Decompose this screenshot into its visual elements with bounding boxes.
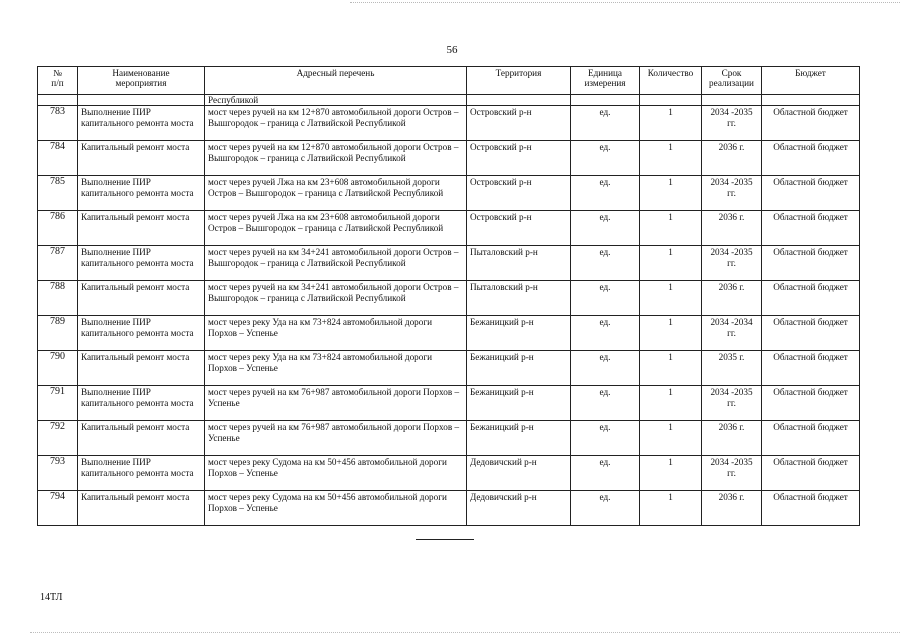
row-unit: ед. [571, 421, 640, 456]
header-num [38, 67, 78, 95]
row-address: мост через ручей на км 76+987 автомобильной дороги Порхов – Успенье [205, 386, 467, 421]
row-qty: 1 [640, 491, 702, 526]
row-qty: 1 [640, 211, 702, 246]
row-address: мост через ручей на км 34+241 автомобильной дороги Остров – Вышгородок – граница с Латвийской Республикой [205, 281, 467, 316]
row-budget: Областной бюджет [762, 141, 860, 176]
closing-rule [416, 539, 474, 540]
row-num: 785 [38, 176, 78, 211]
row-qty: 1 [640, 246, 702, 281]
row-territory: Бежаницкий р-н [467, 386, 571, 421]
table-row [38, 316, 860, 351]
row-qty: 1 [640, 176, 702, 211]
row-term: 2035 г. [702, 351, 762, 386]
row-address: мост через ручей на км 34+241 автомобильной дороги Остров – Вышгородок – граница с Латвийской Республикой [205, 246, 467, 281]
table-row [38, 211, 860, 246]
row-num: 792 [38, 421, 78, 456]
table-row [38, 351, 860, 386]
row-term: 2034 -2035 гг. [702, 106, 762, 141]
row-term: 2034 -2034 гг. [702, 316, 762, 351]
table-row [38, 176, 860, 211]
row-qty: 1 [640, 106, 702, 141]
row-unit: ед. [571, 211, 640, 246]
header-budget-label: Бюджет [795, 68, 826, 78]
row-term: 2036 г. [702, 141, 762, 176]
header-address-label: Адресный перечень [296, 68, 375, 78]
row-budget: Областной бюджет [762, 351, 860, 386]
row-budget: Областной бюджет [762, 211, 860, 246]
row-num: 789 [38, 316, 78, 351]
row-term: 2034 -2035 гг. [702, 176, 762, 211]
row-qty: 1 [640, 456, 702, 491]
header-num-label: № п/п [51, 68, 64, 89]
row-qty: 1 [640, 421, 702, 456]
row-territory: Пыталовский р-н [467, 246, 571, 281]
row-address: мост через реку Судома на км 50+456 автомобильной дороги Порхов – Успенье [205, 491, 467, 526]
cont-cell-qty [640, 95, 702, 106]
scan-artifact-bottom [30, 632, 900, 633]
header-unit [571, 67, 640, 95]
row-territory: Островский р-н [467, 176, 571, 211]
row-name: Выполнение ПИР капитального ремонта моста [78, 456, 205, 491]
row-budget: Областной бюджет [762, 316, 860, 351]
row-budget: Областной бюджет [762, 491, 860, 526]
cont-cell-unit [571, 95, 640, 106]
row-budget: Областной бюджет [762, 386, 860, 421]
header-qty-label: Количество [647, 68, 694, 78]
header-territory-label: Территория [495, 68, 542, 78]
row-num: 794 [38, 491, 78, 526]
row-budget: Областной бюджет [762, 176, 860, 211]
row-address: мост через реку Уда на км 73+824 автомобильной дороги Порхов – Успенье [205, 316, 467, 351]
row-term: 2036 г. [702, 421, 762, 456]
row-address: мост через ручей на км 76+987 автомобильной дороги Порхов – Успенье [205, 421, 467, 456]
header-term-label: Срок реализации [709, 68, 754, 89]
cont-cell-name [78, 95, 205, 106]
row-unit: ед. [571, 106, 640, 141]
scan-artifact-top [350, 2, 900, 3]
row-name: Капитальный ремонт моста [78, 211, 205, 246]
row-unit: ед. [571, 456, 640, 491]
row-address: мост через ручей Лжа на км 23+608 автомобильной дороги Остров – Вышгородок – граница с Латвийской Республикой [205, 211, 467, 246]
row-budget: Областной бюджет [762, 281, 860, 316]
table-row [38, 491, 860, 526]
row-name: Выполнение ПИР капитального ремонта моста [78, 176, 205, 211]
row-territory: Бежаницкий р-н [467, 351, 571, 386]
row-num: 788 [38, 281, 78, 316]
header-name-label: Наименование мероприятия [112, 68, 170, 89]
table-row [38, 456, 860, 491]
row-unit: ед. [571, 316, 640, 351]
table-row [38, 386, 860, 421]
row-territory: Островский р-н [467, 211, 571, 246]
row-name: Капитальный ремонт моста [78, 281, 205, 316]
header-address [205, 67, 467, 95]
row-num: 790 [38, 351, 78, 386]
schedule-table [37, 66, 860, 526]
row-name: Капитальный ремонт моста [78, 421, 205, 456]
row-qty: 1 [640, 351, 702, 386]
row-unit: ед. [571, 176, 640, 211]
table-row [38, 141, 860, 176]
row-term: 2036 г. [702, 281, 762, 316]
cont-cell-address: Республикой [205, 95, 467, 106]
row-name: Выполнение ПИР капитального ремонта моста [78, 246, 205, 281]
row-num: 787 [38, 246, 78, 281]
row-num: 784 [38, 141, 78, 176]
table-row [38, 421, 860, 456]
row-unit: ед. [571, 386, 640, 421]
row-name: Выполнение ПИР капитального ремонта моста [78, 316, 205, 351]
row-name: Капитальный ремонт моста [78, 491, 205, 526]
table-row [38, 246, 860, 281]
row-territory: Пыталовский р-н [467, 281, 571, 316]
row-name: Капитальный ремонт моста [78, 141, 205, 176]
row-term: 2036 г. [702, 211, 762, 246]
row-budget: Областной бюджет [762, 456, 860, 491]
row-address: мост через ручей на км 12+870 автомобильной дороги Остров – Вышгородок – граница с Латвийской Республикой [205, 106, 467, 141]
row-budget: Областной бюджет [762, 106, 860, 141]
row-num: 793 [38, 456, 78, 491]
row-name: Выполнение ПИР капитального ремонта моста [78, 106, 205, 141]
row-qty: 1 [640, 141, 702, 176]
cont-cell-territory [467, 95, 571, 106]
header-row [38, 67, 860, 95]
header-unit-label: Единица измерения [584, 68, 626, 89]
row-unit: ед. [571, 351, 640, 386]
table-row [38, 106, 860, 141]
page-number: 56 [446, 44, 458, 56]
row-num: 786 [38, 211, 78, 246]
continuation-row [38, 95, 860, 106]
row-unit: ед. [571, 246, 640, 281]
header-qty [640, 67, 702, 95]
row-territory: Бежаницкий р-н [467, 421, 571, 456]
row-unit: ед. [571, 281, 640, 316]
row-qty: 1 [640, 281, 702, 316]
row-territory: Островский р-н [467, 141, 571, 176]
row-budget: Областной бюджет [762, 421, 860, 456]
row-address: мост через реку Судома на км 50+456 автомобильной дороги Порхов – Успенье [205, 456, 467, 491]
row-territory: Островский р-н [467, 106, 571, 141]
row-qty: 1 [640, 386, 702, 421]
row-territory: Бежаницкий р-н [467, 316, 571, 351]
row-num: 783 [38, 106, 78, 141]
row-num: 791 [38, 386, 78, 421]
row-territory: Дедовичский р-н [467, 491, 571, 526]
cont-cell-num [38, 95, 78, 106]
header-term [702, 67, 762, 95]
row-term: 2034 -2035 гг. [702, 456, 762, 491]
table-row [38, 281, 860, 316]
row-unit: ед. [571, 141, 640, 176]
row-term: 2034 -2035 гг. [702, 386, 762, 421]
cont-cell-budget [762, 95, 860, 106]
row-qty: 1 [640, 316, 702, 351]
row-term: 2034 -2035 гг. [702, 246, 762, 281]
row-territory: Дедовичский р-н [467, 456, 571, 491]
row-address: мост через реку Уда на км 73+824 автомобильной дороги Порхов – Успенье [205, 351, 467, 386]
row-address: мост через ручей Лжа на км 23+608 автомобильной дороги Остров – Вышгородок – граница с Латвийской Республикой [205, 176, 467, 211]
cont-cell-term [702, 95, 762, 106]
header-name [78, 67, 205, 95]
footer-code: 14ТЛ [40, 592, 63, 603]
row-term: 2036 г. [702, 491, 762, 526]
row-name: Капитальный ремонт моста [78, 351, 205, 386]
row-name: Выполнение ПИР капитального ремонта моста [78, 386, 205, 421]
row-address: мост через ручей на км 12+870 автомобильной дороги Остров – Вышгородок – граница с Латвийской Республикой [205, 141, 467, 176]
row-unit: ед. [571, 491, 640, 526]
header-budget [762, 67, 860, 95]
row-budget: Областной бюджет [762, 246, 860, 281]
header-territory [467, 67, 571, 95]
